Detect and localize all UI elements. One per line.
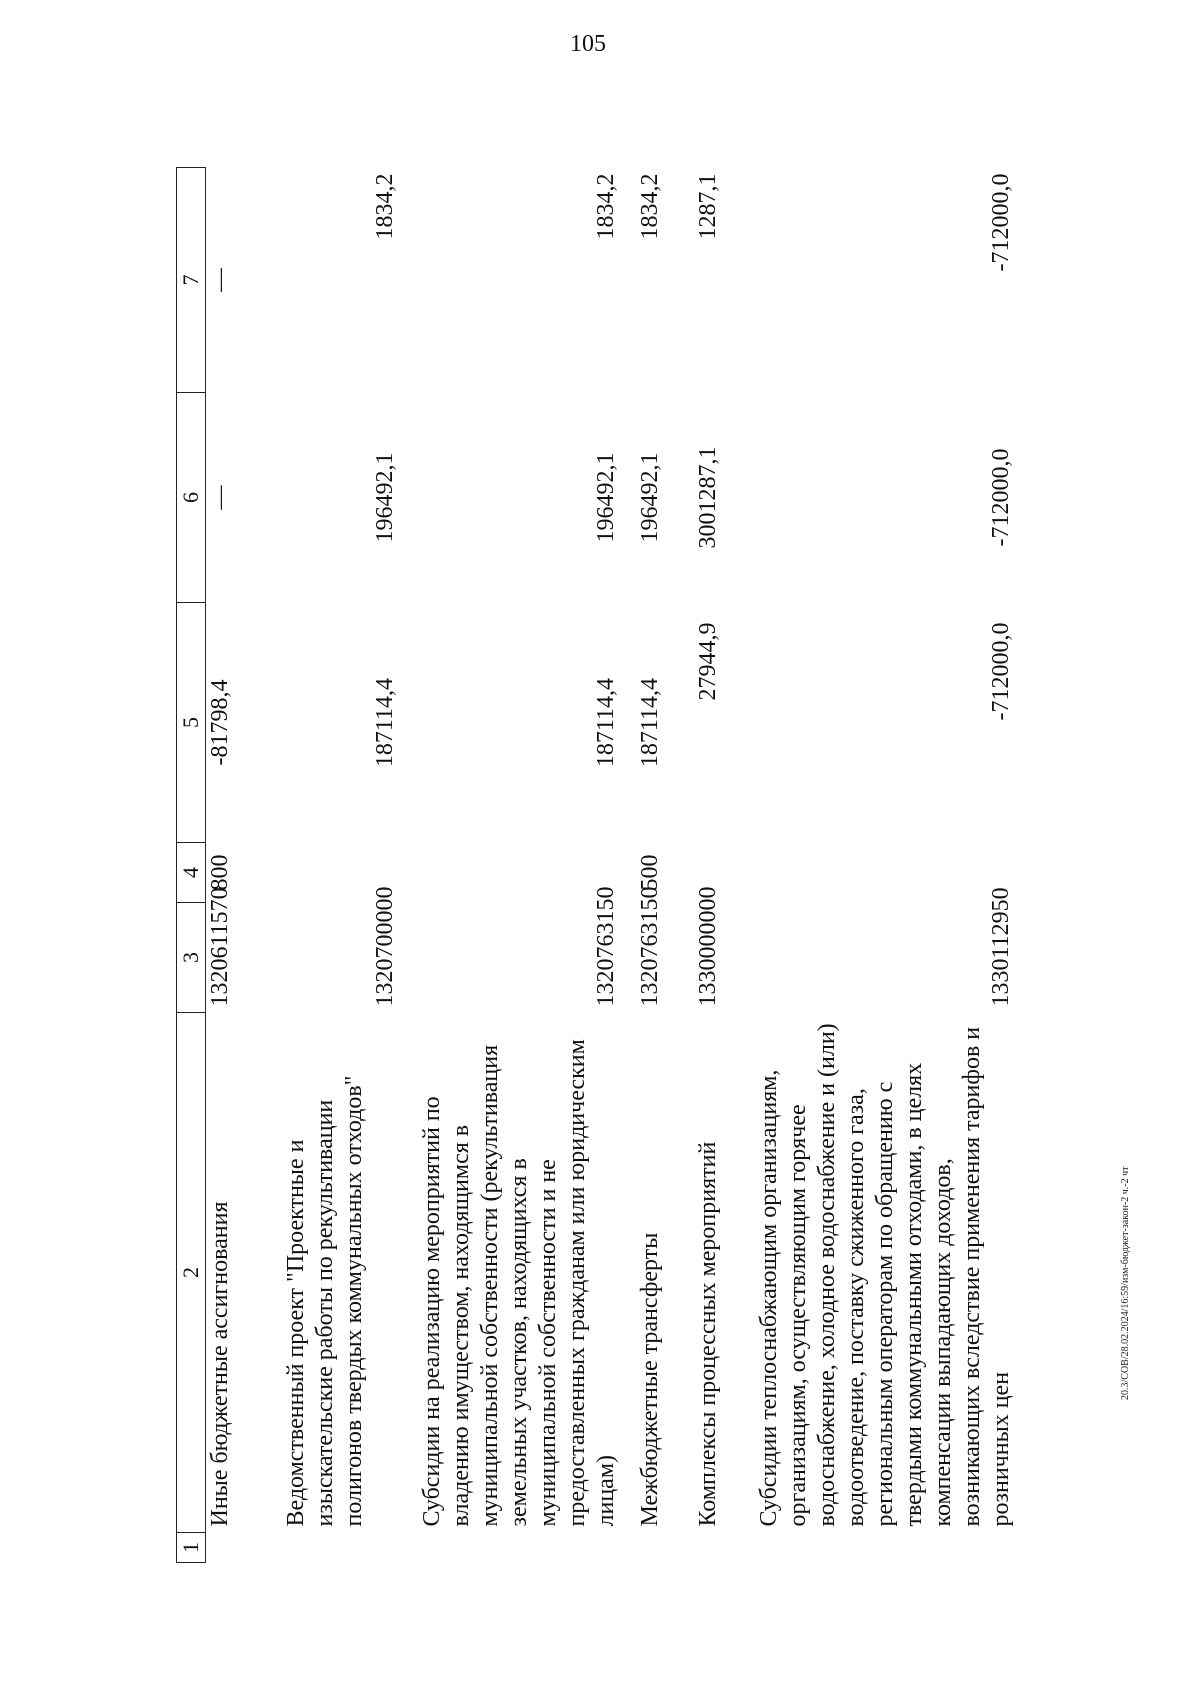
- row-code: 1320763150: [636, 886, 663, 1007]
- table-header-row: [177, 168, 206, 1563]
- row-col7: -712000,0: [988, 173, 1014, 272]
- row-col5: 187114,4: [372, 677, 398, 768]
- row-code: 1320763150: [593, 886, 619, 1007]
- table-row: [621, 168, 679, 1563]
- row-col5: 187114,4: [636, 677, 663, 768]
- row-vr: 500: [636, 854, 663, 891]
- rotated-table-container: [176, 168, 1136, 1563]
- row-col6: 3001287,1: [694, 446, 721, 549]
- row-col5: -81798,4: [207, 679, 233, 766]
- row-col7: 1287,1: [694, 173, 721, 240]
- budget-table: [176, 167, 1016, 1563]
- row-code: 1320700000: [372, 886, 398, 1007]
- row-name: Иные бюджетные ассигнования: [207, 1201, 233, 1527]
- row-col6: 196492,1: [372, 452, 398, 543]
- table-row: [400, 168, 621, 1563]
- row-col7: 1834,2: [372, 173, 398, 240]
- row-col7: 1834,2: [636, 173, 663, 240]
- row-vr: 800: [207, 854, 233, 891]
- row-name: Ведомственный проект "Проектные и изыскательские работы по рекультивации полигонов твердых коммунальных отходов": [283, 1075, 367, 1527]
- table-row: [679, 168, 737, 1563]
- page-number: 105: [570, 31, 606, 57]
- row-col6: —: [207, 485, 233, 510]
- row-col6: -712000,0: [988, 448, 1014, 547]
- row-vr: [400, 843, 621, 903]
- row-code: 1320611570: [207, 887, 233, 1007]
- table-row: [264, 168, 400, 1563]
- row-name: Субсидии на реализацию мероприятий по владению имуществом, находящимся в муниципальной собственности (рекультивация земельных участков, находящихся в муниципальной собственности и не предоставленных гражданам или юридическим лицам): [419, 1039, 619, 1527]
- header-col-7: 7: [177, 168, 206, 393]
- row-name: Комплексы процессных мероприятий: [694, 1141, 721, 1527]
- row-code: 1330112950: [988, 887, 1014, 1007]
- header-col-1: 1: [177, 1533, 206, 1563]
- row-name: Межбюджетные трансферты: [636, 1232, 663, 1527]
- header-col-2: 2: [177, 1013, 206, 1533]
- row-col5: 27944,9: [694, 622, 721, 701]
- row-col5: -712000,0: [988, 622, 1014, 721]
- header-col-6: 6: [177, 393, 206, 603]
- row-col6: 196492,1: [593, 452, 619, 543]
- footer-code-text: 20.3/СОВ/28.02.2024/16:59/изм-бюджет-закон-2 ч.-2 чт: [1120, 1166, 1131, 1400]
- row-col7: 1834,2: [593, 173, 619, 240]
- footer-code: [1120, 1166, 1160, 1411]
- header-col-4: 4: [177, 843, 206, 903]
- table-row: [206, 168, 265, 1563]
- header-col-3: 3: [177, 903, 206, 1013]
- row-col7: —: [207, 268, 233, 292]
- table-row: [737, 168, 1016, 1563]
- row-col5: 187114,4: [593, 677, 619, 768]
- header-col-5: 5: [177, 603, 206, 843]
- row-name: Субсидии теплоснабжающим организациям, организациям, осуществляющим горячее водоснабжение, холодное водоснабжение и (или) водоотведение, поставку сжиженного газа, региональным операторам по обращению с твердыми коммунальными отходами, в целях компенсации выпадающих доходов, возникающих вследствие применения тарифов и розничных цен: [756, 1023, 1014, 1527]
- row-vr: [737, 843, 1016, 903]
- row-col6: 196492,1: [636, 452, 663, 543]
- row-code: 1330000000: [694, 886, 721, 1007]
